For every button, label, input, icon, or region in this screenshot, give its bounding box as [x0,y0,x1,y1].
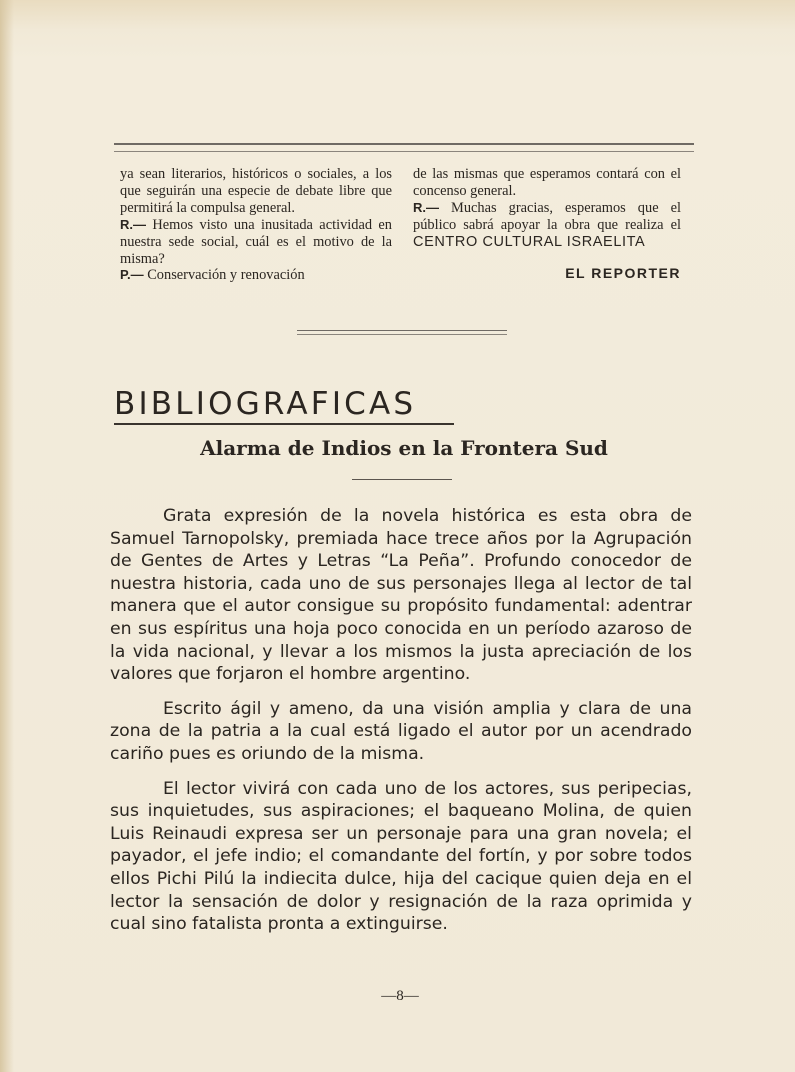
article-title: Alarma de Indios en la Frontera Sud [200,436,608,460]
signature: EL REPORTER [565,264,681,281]
interview-paragraph: R.— Muchas gracias, esperamos que el público sabrá apoyar la obra que realiza el CENTRO CULTURAL ISRAELITA [413,199,681,250]
section-divider [297,330,507,335]
article-paragraph: Grata expresión de la novela histórica es esta obra de Samuel Tarnopolsky, premiada hace trece años por la Agrupación de Gentes de Artes y Letras “La Peña”. Profundo conocedor de nuestra historia, cada uno de sus personajes llega al lector de tal manera que el autor consigue su propósito fundamental: adentrar en sus espíritus una hoja poco conocida en un período azaroso de la vida nacional, y llevar a los mismos la justa apreciación de los valores que forjaron el hombre argentino. [110,506,692,685]
interview-paragraph: de las mismas que esperamos contará con el concenso general. [413,166,681,199]
speaker-label: P.— [120,267,144,283]
speaker-label: R.— [413,199,439,215]
section-title: BIBLIOGRAFICAS [114,386,454,425]
institution-name: CENTRO CULTURAL ISRAELITA [413,233,646,250]
interview-paragraph: ya sean literarios, históricos o sociales, a los que seguirán una especie de debate libre que permitirá la compulsa general. [120,166,392,216]
title-underline-rule [352,479,452,480]
interview-right-column [413,166,681,281]
interview-left-column [120,166,392,284]
top-double-rule [114,143,694,152]
article-paragraph: El lector vivirá con cada uno de los actores, sus peripecias, sus inquietudes, sus aspiraciones; el baqueano Molina, de quien Luis Reinaudi expresa ser un personaje para una gran novela; el payador, el jefe indio; el comandante del fortín, y por sobre todos ellos Pichi Pilú la indiecita dulce, hija del cacique quien deja en el lector la sensación de dolor y resignación de la raza oprimida y cual sino fatalista pronta a extinguirse. [110,778,692,935]
page-number: —8— [381,988,419,1004]
interview-paragraph: P.— Conservación y renovación [120,267,305,284]
article-paragraph: Escrito ágil y ameno, da una visión amplia y clara de una zona de la patria a la cual está ligado el autor por un acendrado cariño pues es oriundo de la misma. [110,698,692,764]
page-edge [0,0,14,1072]
interview-paragraph: R.— Hemos visto una inusitada actividad en nuestra sede social, cuál es el motivo de la misma? [120,216,392,267]
speaker-label: R.— [120,216,146,232]
article-body [110,505,692,948]
